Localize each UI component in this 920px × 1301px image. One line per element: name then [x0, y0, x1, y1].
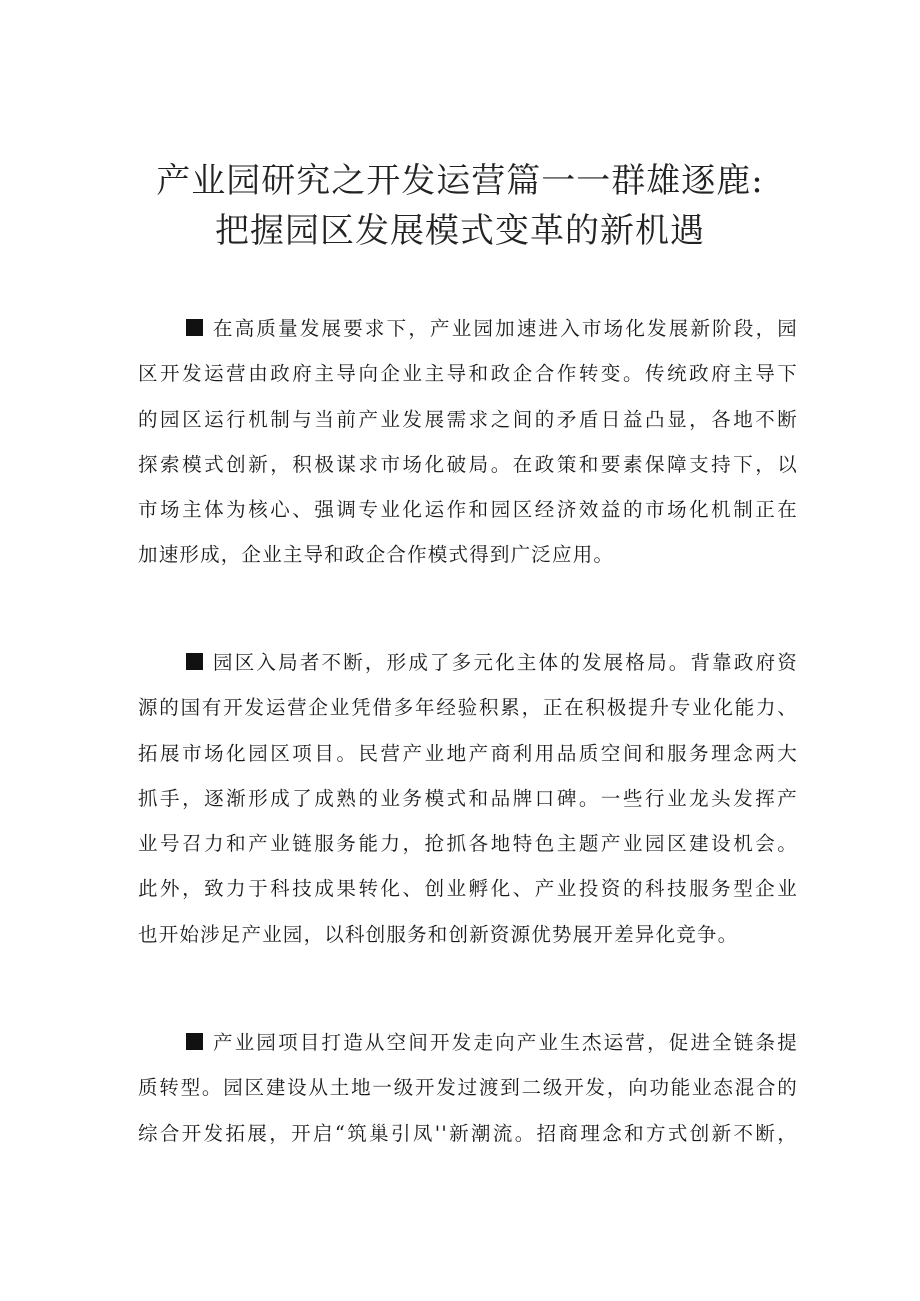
paragraph-line: 质转型。园区建设从土地一级开发过渡到二级开发，向功能业态混合的 [138, 1076, 798, 1100]
paragraph-line: 源的国有开发运营企业凭借多年经验积累，正在积极提升专业化能力、 [138, 696, 798, 720]
square-bullet-icon [186, 319, 203, 336]
paragraph-line: 园区入局者不断，形成了多元化主体的发展格局。背靠政府资 [138, 640, 798, 685]
title-line-1: 产业园研究之开发运营篇一一群雄逐鹿: [156, 161, 764, 201]
paragraph-line: 综合开发拓展，开启“筑巢引凤''新潮流。招商理念和方式创新不断， [138, 1121, 798, 1145]
paragraph-line: 区开发运营由政府主导向企业主导和政企合作转变。传统政府主导下 [138, 362, 798, 386]
paragraph-line: 抓手，逐渐形成了成熟的业务模式和品牌口碑。一些行业龙头发挥产 [138, 786, 798, 810]
paragraph-line: 产业园项目打造从空间开发走向产业生杰运营，促进全链条提 [138, 1020, 798, 1065]
paragraph-3 [138, 1020, 798, 1156]
paragraph-line: 市场主体为核心、强调专业化运作和园区经济效益的市场化机制正在 [138, 498, 798, 522]
square-bullet-icon [186, 1033, 203, 1050]
square-bullet-icon [186, 653, 203, 670]
paragraph-line: 拓展市场化园区项目。民营产业地产商利用品质空间和服务理念两大 [138, 741, 798, 765]
paragraph-line: 在高质量发展要求下，产业园加速进入市场化发展新阶段，园 [138, 306, 798, 351]
paragraph-1 [138, 306, 798, 578]
paragraph-line: 此外，致力于科技成果转化、创业孵化、产业投资的科技服务型企业 [138, 877, 798, 901]
paragraph-line: 探索模式创新，积极谋求市场化破局。在政策和要素保障支持下，以 [138, 452, 798, 476]
paragraph-2 [138, 640, 798, 957]
paragraph-line: 业号召力和产业链服务能力，抢抓各地特色主题产业园区建设机会。 [138, 832, 798, 856]
paragraph-line: 加速形成，企业主导和政企合作模式得到广泛应用。 [138, 543, 615, 567]
title-line-2: 把握园区发展模式变革的新机遇 [215, 211, 705, 251]
paragraph-line: 也开始涉足产业园，以科创服务和创新资源优势展开差异化竞争。 [138, 922, 739, 946]
paragraph-line: 的园区运行机制与当前产业发展需求之间的矛盾日益凸显，各地不断 [138, 407, 798, 431]
